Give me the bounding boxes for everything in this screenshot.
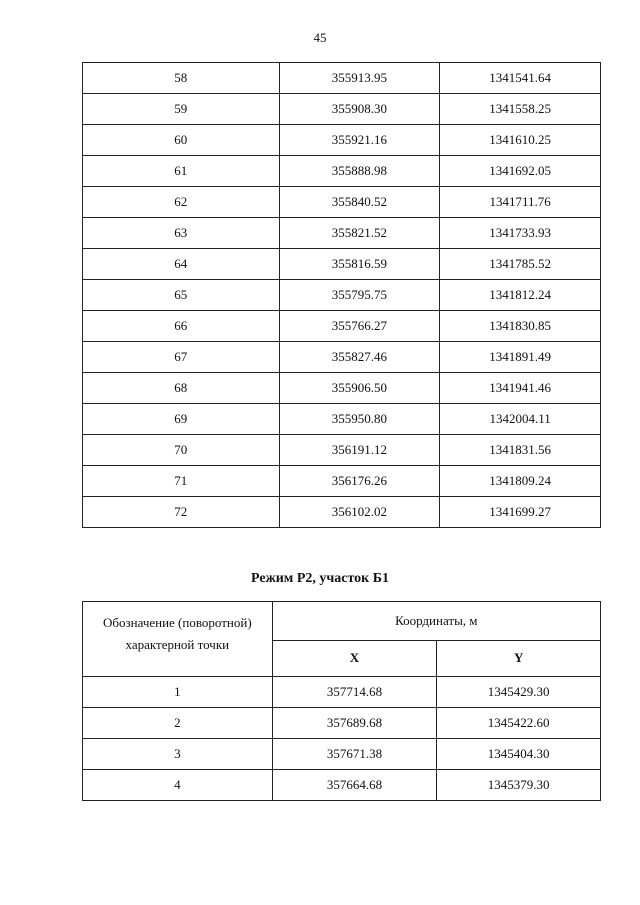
point-number-cell: 63 xyxy=(83,218,280,249)
point-number-cell: 67 xyxy=(83,342,280,373)
point-number-cell: 60 xyxy=(83,125,280,156)
y-coordinate-cell: 1341558.25 xyxy=(440,94,601,125)
section-title: Режим Р2, участок Б1 xyxy=(250,571,389,586)
y-coordinate-cell: 1341891.49 xyxy=(440,342,601,373)
point-number-cell: 65 xyxy=(83,280,280,311)
x-coordinate-cell: 355795.75 xyxy=(279,280,440,311)
x-coordinate-cell: 355766.27 xyxy=(279,311,440,342)
table-row xyxy=(83,708,601,739)
table-row xyxy=(83,739,601,770)
table-row xyxy=(83,156,601,187)
table-row xyxy=(83,218,601,249)
x-coordinate-cell: 355888.98 xyxy=(279,156,440,187)
x-coordinate-cell: 356102.02 xyxy=(279,497,440,528)
y-coordinate-cell: 1345379.30 xyxy=(437,770,601,801)
coordinates-table-continued xyxy=(82,62,601,528)
y-coordinate-cell: 1342004.11 xyxy=(440,404,601,435)
table-row xyxy=(83,280,601,311)
y-coordinate-cell: 1341610.25 xyxy=(440,125,601,156)
table-row xyxy=(83,342,601,373)
x-coordinate-cell: 355921.16 xyxy=(279,125,440,156)
coordinates-table-body xyxy=(83,63,601,528)
point-number-cell: 68 xyxy=(83,373,280,404)
x-coordinate-cell: 356191.12 xyxy=(279,435,440,466)
x-coordinate-cell: 356176.26 xyxy=(279,466,440,497)
point-number-cell: 66 xyxy=(83,311,280,342)
table-row xyxy=(83,125,601,156)
y-coordinate-cell: 1341541.64 xyxy=(440,63,601,94)
coordinates-header: Координаты, м xyxy=(272,602,600,641)
x-coordinate-cell: 355816.59 xyxy=(279,249,440,280)
point-number-cell: 62 xyxy=(83,187,280,218)
table-row xyxy=(83,770,601,801)
point-number-cell: 1 xyxy=(83,677,273,708)
y-coordinate-cell: 1341711.76 xyxy=(440,187,601,218)
x-coordinate-cell: 357664.68 xyxy=(272,770,437,801)
table-row xyxy=(83,404,601,435)
table-row xyxy=(83,63,601,94)
x-coordinate-cell: 355913.95 xyxy=(279,63,440,94)
x-coordinate-cell: 357671.38 xyxy=(272,739,437,770)
coordinates-table-b1-body xyxy=(83,677,601,801)
table-row xyxy=(83,311,601,342)
point-number-cell: 59 xyxy=(83,94,280,125)
table-row xyxy=(83,497,601,528)
point-number-cell: 2 xyxy=(83,708,273,739)
point-number-cell: 61 xyxy=(83,156,280,187)
point-number-cell: 64 xyxy=(83,249,280,280)
page-number: 45 xyxy=(313,30,327,45)
table-row xyxy=(83,187,601,218)
y-column-header: Y xyxy=(437,640,601,676)
y-coordinate-cell: 1345404.30 xyxy=(437,739,601,770)
coordinates-table-b1 xyxy=(82,601,601,801)
y-coordinate-cell: 1345422.60 xyxy=(437,708,601,739)
table-row xyxy=(83,435,601,466)
x-coordinate-cell: 355906.50 xyxy=(279,373,440,404)
x-coordinate-cell: 355908.30 xyxy=(279,94,440,125)
y-coordinate-cell: 1341831.56 xyxy=(440,435,601,466)
y-coordinate-cell: 1341785.52 xyxy=(440,249,601,280)
table-row xyxy=(83,677,601,708)
y-coordinate-cell: 1341699.27 xyxy=(440,497,601,528)
table-row xyxy=(83,373,601,404)
x-coordinate-cell: 355950.80 xyxy=(279,404,440,435)
table-row xyxy=(83,94,601,125)
point-number-cell: 72 xyxy=(83,497,280,528)
point-number-cell: 3 xyxy=(83,739,273,770)
table-header-row xyxy=(83,602,601,641)
x-column-header: X xyxy=(272,640,437,676)
y-coordinate-cell: 1341830.85 xyxy=(440,311,601,342)
y-coordinate-cell: 1341941.46 xyxy=(440,373,601,404)
x-coordinate-cell: 357689.68 xyxy=(272,708,437,739)
table-row xyxy=(83,249,601,280)
point-number-cell: 69 xyxy=(83,404,280,435)
table-row xyxy=(83,466,601,497)
point-number-cell: 58 xyxy=(83,63,280,94)
x-coordinate-cell: 355827.46 xyxy=(279,342,440,373)
y-coordinate-cell: 1341733.93 xyxy=(440,218,601,249)
y-coordinate-cell: 1341812.24 xyxy=(440,280,601,311)
point-number-cell: 71 xyxy=(83,466,280,497)
point-designation-header: Обозначение (поворотной) характерной точки xyxy=(83,602,273,677)
x-coordinate-cell: 357714.68 xyxy=(272,677,437,708)
x-coordinate-cell: 355821.52 xyxy=(279,218,440,249)
point-number-cell: 4 xyxy=(83,770,273,801)
x-coordinate-cell: 355840.52 xyxy=(279,187,440,218)
y-coordinate-cell: 1345429.30 xyxy=(437,677,601,708)
y-coordinate-cell: 1341692.05 xyxy=(440,156,601,187)
y-coordinate-cell: 1341809.24 xyxy=(440,466,601,497)
point-number-cell: 70 xyxy=(83,435,280,466)
